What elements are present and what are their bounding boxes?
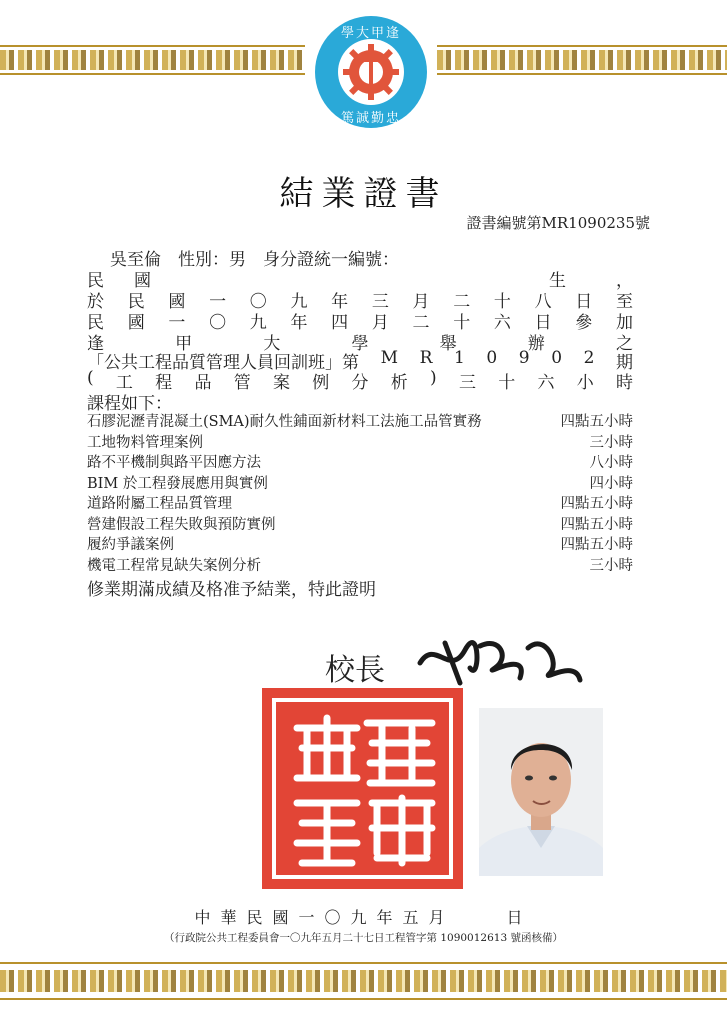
decorative-band-top-right [437, 45, 727, 75]
certificate-number: 證書編號第MR1090235號 [466, 214, 650, 232]
topic-char: 分 [351, 373, 369, 393]
decorative-band-top-left [0, 45, 305, 75]
period-char: 年 [331, 292, 349, 312]
topic-char: 三 [458, 373, 476, 393]
birth-char: ， [616, 271, 633, 291]
period-char: 一 [168, 313, 186, 333]
courses-heading: 課程如下： [87, 394, 172, 414]
approval-note: （行政院公共工程委員會一〇九年五月二十七日工程管字第 1090012613 號函核備） [164, 932, 563, 944]
topic-char: 例 [312, 373, 330, 393]
school-char: 學 [351, 334, 369, 354]
course-hours: 三小時 [589, 434, 633, 451]
course-hours: 四點五小時 [560, 516, 633, 533]
course-hours: 四點五小時 [560, 537, 633, 553]
course-row [87, 492, 633, 513]
period-char: 國 [168, 292, 186, 312]
course-name: BIM 於工程發展應用與實例 [87, 475, 268, 492]
school-char: 辦 [527, 334, 545, 354]
period-char: 六 [493, 313, 511, 333]
course-name: 石膠泥瀝青混凝土(SMA)耐久性鋪面新材料工法施工品管實務 [87, 414, 482, 430]
emblem-bottom-text: 篤誠勤忠 [340, 111, 401, 126]
period-char: 至 [615, 292, 633, 312]
period-char: 於 [87, 292, 104, 312]
course-row [87, 513, 633, 534]
closing-statement: 修業期滿成績及格准予結業，特此證明 [87, 580, 376, 600]
portrait-photo [479, 708, 603, 876]
period-char: 九 [290, 292, 308, 312]
topic-char: ) [430, 368, 437, 388]
class-char: 0 [551, 348, 563, 368]
period-char: 民 [87, 313, 104, 333]
period-char: 日 [575, 292, 593, 312]
course-name: 營建假設工程失敗與預防實例 [87, 516, 276, 533]
course-hours: 四點五小時 [560, 496, 633, 512]
course-name: 機電工程常見缺失案例分析 [87, 557, 261, 574]
period-char: 八 [534, 292, 552, 312]
class-char: 「公共工程品質管理人員回訓班」第 [87, 353, 359, 373]
topic-char: 案 [272, 373, 290, 393]
topic-char: 時 [616, 373, 633, 393]
school-char: 甲 [175, 334, 193, 354]
course-row [87, 554, 633, 575]
course-hours: 三小時 [589, 557, 633, 574]
course-hours: 四小時 [589, 475, 633, 492]
course-name: 道路附屬工程品質管理 [87, 496, 232, 512]
emblem-top-text: 學大甲逢 [340, 26, 401, 41]
topic-char: 品 [194, 373, 212, 393]
period-char: 月 [412, 292, 430, 312]
class-char: 期 [616, 353, 633, 373]
decorative-band-bottom [0, 962, 727, 1000]
period-char: 三 [371, 292, 389, 312]
course-name: 履約爭議案例 [87, 537, 174, 553]
topic-char: 十 [498, 373, 516, 393]
period-char: 九 [249, 313, 267, 333]
topic-char: 小 [576, 373, 594, 393]
period-char: 一 [209, 292, 227, 312]
principal-signature [410, 628, 585, 692]
period-char: 月 [371, 313, 389, 333]
official-seal [262, 688, 463, 889]
principal-label: 校長 [325, 653, 385, 688]
certificate-title: 結業證書 [279, 174, 448, 214]
topic-char: 析 [390, 373, 408, 393]
issue-date: 中華民國一〇九年五月 日 [194, 908, 533, 927]
class-char: 2 [583, 348, 595, 368]
period-char: 二 [453, 292, 471, 312]
student-info-line: 吳至倫 性別：男 身分證統一編號： [110, 250, 399, 270]
period-char: 二 [412, 313, 430, 333]
birth-char: 民 [87, 271, 104, 291]
course-name: 工地物料管理案例 [87, 434, 203, 451]
course-name: 路不平機制與路平因應方法 [87, 455, 261, 471]
topic-char: 程 [155, 373, 173, 393]
school-char: 逢 [87, 334, 104, 354]
course-row [87, 533, 633, 554]
university-emblem [313, 14, 429, 130]
school-char: 之 [615, 334, 633, 354]
period-char: 加 [615, 313, 633, 333]
period-char: 民 [127, 292, 145, 312]
class-char: 9 [518, 348, 530, 368]
topic-char: ( [87, 368, 94, 388]
class-char: M [380, 348, 398, 368]
school-char: 大 [263, 334, 281, 354]
period-char: 〇 [249, 292, 267, 312]
birth-char: 生 [549, 271, 566, 291]
period-char: 四 [331, 313, 349, 333]
topic-char: 六 [537, 373, 555, 393]
course-row [87, 451, 633, 472]
topic-char: 管 [233, 373, 251, 393]
period-char: 國 [127, 313, 145, 333]
period-char: 十 [453, 313, 471, 333]
topic-char: 工 [115, 373, 133, 393]
period-char: 年 [290, 313, 308, 333]
class-char: R [419, 348, 433, 368]
school-char: 舉 [439, 334, 457, 354]
period-char: 日 [534, 313, 552, 333]
course-hours: 八小時 [589, 455, 633, 471]
class-char: 0 [486, 348, 498, 368]
course-hours: 四點五小時 [560, 414, 633, 430]
class-char: 1 [453, 348, 465, 368]
birth-char: 國 [134, 271, 151, 291]
course-row [87, 431, 633, 452]
period-char: 十 [493, 292, 511, 312]
course-row [87, 472, 633, 493]
course-row [87, 410, 633, 431]
period-char: 參 [575, 313, 593, 333]
period-char: 〇 [209, 313, 227, 333]
